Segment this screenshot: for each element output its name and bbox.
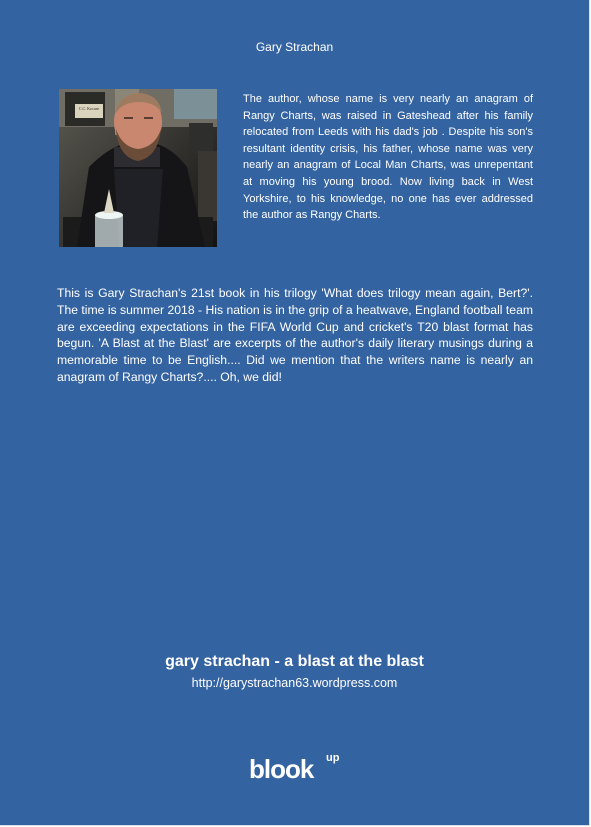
author-photo	[59, 89, 217, 247]
publisher-logo-text: blook	[249, 754, 314, 784]
publisher-logo	[249, 751, 349, 783]
author-bio: The author, whose name is very nearly an anagram of Rangy Charts, was raised in Gateshead after his family relocated from Leeds with his dad's job . Despite his son's resultant identity crisis, his father, whose name was very nearly an anagram of Local Man Charts, was unrepentant at moving his young brood. Now living back in West Yorkshire, to his knowledge, no one has ever addressed the author as Rangy Charts.	[243, 93, 533, 222]
book-blurb: This is Gary Strachan's 21st book in his trilogy 'What does trilogy mean again, Bert?'. The time is summer 2018 - His nation is in the grip of a heatwave, England football team are exceeding expectations in the FIFA World Cup and cricket's T20 blast format has begun. 'A Blast at the Blast' are excerpts of the author's daily literary musings during a memorable time to be English.... Did we mention that the writers name is nearly an anagram of Rangy Charts?.... Oh, we did!	[57, 286, 533, 384]
author-name: Gary Strachan	[255, 40, 334, 54]
author-photo-image	[59, 89, 217, 247]
publisher-logo-superscript: up	[326, 752, 340, 764]
photo-sign-text: C.C. Kocuse	[78, 106, 100, 111]
book-title: gary strachan - a blast at the blast	[165, 653, 424, 670]
book-url[interactable]: http://garystrachan63.wordpress.com	[191, 676, 398, 690]
